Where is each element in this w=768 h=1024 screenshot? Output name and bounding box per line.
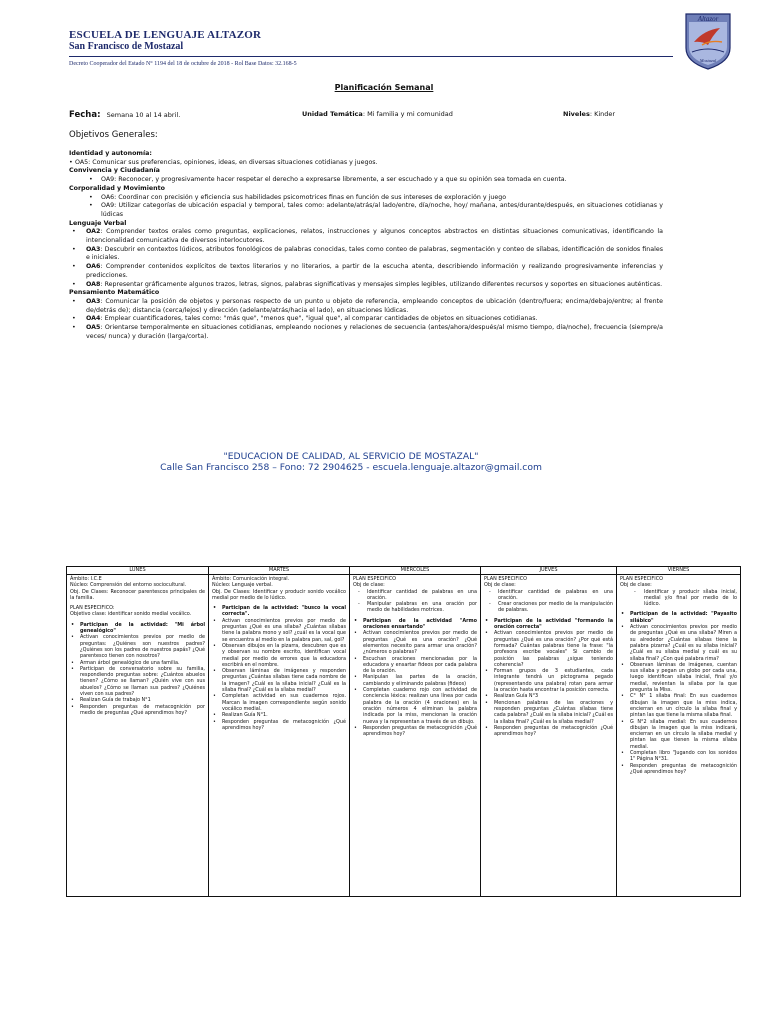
unidad-label: Unidad Temática xyxy=(302,110,363,118)
goal-item: • OA4: Emplear cuantificadores, tales como: "más que", "menos que", "igual que", al comparar cantidades de objetos en situaciones cotidianas. xyxy=(72,315,538,323)
goal-category: Convivencia y Ciudadanía xyxy=(69,167,160,175)
column-body: PLAN ESPECIFICO Obj de clase: - Identificar cantidad de palabras en una oración. - Crear oraciones por medio de la manipulación de palabras. • Participan de la actividad "formando la oración correcta" • Activan conocimientos previos por medio de preguntas ¿Qué es una oración? ¿Por qué está formada? Cuántas palabras tiene la frase: "la profesora escribe vocales" Si cambio de posición las palabras ¿sigue teniendo coherencia? • Forman grupos de 3 estudiantes, cada integrante tendrá un pictograma pegado (representando una palabra) rotan para armar la oración hasta encontrar la posición correcta. • Realizan Guía N°3 • Mencionan palabras de las oraciones y responden preguntas ¿Cuántas sílabas tiene cada palabra? ¿Cuál es la sílaba inicial? ¿Cuál es la sílaba final? ¿Cuál es la sílaba medial? • Responden preguntas de metacognición ¿Qué aprendimos hoy? xyxy=(484,576,613,738)
school-logo-icon xyxy=(684,12,732,70)
goal-item: • OA6: Comprender contenidos explícitos de textos literarios y no literarios, a partir de la escucha atenta, describiendo información y realizando progresivamente inferencias y predicciones. xyxy=(72,263,663,279)
activity-title: • Participan de la actividad "Armo oraciones ensartando" xyxy=(354,617,477,631)
column-body: PLAN ESPECIFICO Obj de clase: - Identificar cantidad de palabras en una oración. - Manipular palabras en una oración por medio de habilidades motrices. • Participan de la actividad "Armo oraciones ensartando" • Activan conocimientos previos por medio de preguntas ¿Qué es una oración? ¿Qué elementos necesito para armar una oración? ¿números o palabras? • Escuchan oraciones mencionadas por la educadora y ensartar fideos por cada palabra de la oración. • Manipulan las partes de la oración, cambiando y eliminando palabras (fideos) • Completan cuaderno rojo con actividad de conciencia léxica: realizan una línea por cada palabra de la oración (4 oraciones) en la oración números 4 eliminan la palabra indicada por la miss, mencionan la oración nueva y la representan a través de un dibujo. • Responden preguntas de metacognición ¿Qué aprendimos hoy? xyxy=(353,576,477,738)
fecha-row: Fecha: Semana 10 al 14 abril. xyxy=(69,110,181,120)
school-city: San Francisco de Mostazal xyxy=(69,41,184,52)
school-name: ESCUELA DE LENGUAJE ALTAZOR xyxy=(69,29,262,41)
goal-item: • OA3: Descubrir en contextos lúdicos, atributos fonológicos de palabras conocidas, tales como conteo de palabras, segmentación y conteo de sílabas, identificación de sonidos finales e iniciales. xyxy=(72,245,663,262)
objetivos-heading: Objetivos Generales: xyxy=(69,130,158,140)
goal-item: • OA9: Reconocer, y progresivamente hacer respetar el derecho a expresarse libremente, a ser escuchado y a que su opinión sea tomada en cuenta. xyxy=(89,176,567,184)
header-rule xyxy=(69,56,673,57)
goal-category: Corporalidad y Movimiento xyxy=(69,184,165,192)
goal-item: • OA5: Orientarse temporalmente en situaciones cotidianas, empleando nociones y relaciones de secuencia (antes/ahora/después/al mismo tiempo, día/noche), frecuencia (siempre/a veces/ nunca) y duración (larga/corta). xyxy=(72,324,663,340)
contact-line: Calle San Francisco 258 – Fono: 72 2904625 - escuela.lenguaje.altazor@gmail.com xyxy=(160,462,542,473)
column-header: MARTES xyxy=(209,567,349,575)
goals-list xyxy=(69,150,663,341)
activity-title: • Participan de la actividad: "Mi árbol genealógico" xyxy=(71,621,205,635)
niveles-row: Niveles: Kinder xyxy=(563,110,616,118)
goal-item: • OA3: Comunicar la posición de objetos y personas respecto de un punto u objeto de referencia, empleando conceptos de ubicación (dentro/fuera; encima/debajo/entre; al frente de/detrás de); distancia (cerca/lejos) y dirección (adelante/atrás/hacia el lado), en situaciones lúdicas. xyxy=(72,297,663,314)
decree-line: Decreto Cooperador del Estado N° 1194 del 18 de octubre de 2018 - Rol Base Datos: 32.168-5 xyxy=(69,61,297,67)
activity-title: • Participan de la actividad: "busco la vocal correcta". xyxy=(213,605,346,618)
goal-item: • OA5: Comunicar sus preferencias, opiniones, ideas, en diversas situaciones cotidianas y juegos. xyxy=(69,158,378,166)
goal-item: • OA8: Representar gráficamente algunos trazos, letras, signos, palabras significativas y mensajes simples legibles, utilizando diferentes recursos y soportes en situaciones auténticas. xyxy=(72,280,663,288)
logo-top-text: Altazor xyxy=(697,15,719,23)
column-viernes xyxy=(616,567,740,896)
column-header: VIERNES xyxy=(617,567,740,575)
goal-item: • OA9: Utilizar categorías de ubicación espacial y temporal, tales como: adelante/atrás/al lado/entre, día/noche, hoy/ mañana, antes/durante/después, en situaciones cotidianas y lúdicas xyxy=(89,202,663,218)
activity-title: • Participan de la actividad: "Payasito silábico" xyxy=(621,611,737,624)
niveles-value: Kinder xyxy=(594,110,616,118)
goal-item: • OA2: Comprender textos orales como preguntas, explicaciones, relatos, instrucciones y algunos conceptos abstractos en distintas situaciones comunicativas, identificando la intencionalidad comunicativa de diversos interlocutores. xyxy=(72,228,663,245)
fecha-label: Fecha xyxy=(69,110,98,120)
column-lunes xyxy=(67,567,208,896)
niveles-label: Niveles xyxy=(563,110,590,118)
logo-bottom-text: Mostazal xyxy=(699,58,717,63)
goal-category: Pensamiento Matemático xyxy=(69,289,160,297)
goal-category: Lenguaje Verbal xyxy=(69,219,127,227)
column-body: PLAN ESPECIFICO Obj de clase: - Identificar y producir sílaba inicial, medial y/o final por medio de lo lúdico. • Participan de la actividad: "Payasito silábico" • Activan conocimientos previos por medio de preguntas ¿Qué es una sílaba? Miren a su alrededor ¿Cuántas sílabas tiene la palabra pizarra? ¿Cuál es su sílaba inicial? ¿Cuál es su sílaba medial y cuál es su sílaba final? ¿Con qué palabra rima? • Observan láminas de imágenes, cuentan sus sílaba y pegan un globo por cada una, luego identifican sílaba inicial, final y/o medial, revientan la sílaba por la que pregunta la Miss. • C° N° 1 sílaba final: En sus cuadernos dibujan la imagen que la miss indica, encierran en un círculo la sílaba final y pintan las que tiene la misma sílaba final. • G N°2 sílaba medial: En sus cuadernos dibujan la imagen que la miss indicará, encierran en un círculo la sílaba medial y pintan las que tienen la misma sílaba medial. • Completan libro "Jugando con los sonidos 1" Página N°31. • Responden preguntas de metacognición ¿Qué aprendimos hoy? xyxy=(620,576,737,775)
unidad-value: Mi familia y mi comunidad xyxy=(367,110,453,118)
column-body: Ámbito: Comunicación integral. Núcleo: Lenguaje verbal. Obj. De Clases: Identificar y producir sonido vocálico medial por medio de lo lúdico. • Participan de la actividad: "busco la vocal correcta". • Activan conocimientos previos por medio de preguntas ¿Qué es una sílaba? ¿Cuántas sílabas tiene la palabra mono y sol? ¿cuál es la vocal que se encuentra al medio en la palabra pan, sal, gol? • Observan dibujos en la pizarra, descubren que es y observan su nombre escrito, identifican vocal medial por medio de errores que la educadora escribirá en el nombre. • Observan láminas de imágenes y responden preguntas ¿Cuántas sílabas tiene cada nombre de la imagen? ¿Cuál es la sílaba inicial? ¿Cuál es la sílaba final? ¿Cuál es la sílaba medial? • Completan actividad en sus cuadernos rojos. Marcan la imagen correspondiente según sonido vocálico medial. • Realizan Guía N°1. • Responden preguntas de metacognición ¿Qué aprendimos hoy? xyxy=(212,576,346,731)
fecha-value: Semana 10 al 14 abril. xyxy=(106,111,181,119)
slogan-line: "EDUCACION DE CALIDAD, AL SERVICIO DE MOSTAZAL" xyxy=(223,451,479,462)
column-header: LUNES xyxy=(67,567,208,575)
column-miercoles xyxy=(349,567,480,896)
goal-category: Identidad y autonomía: xyxy=(69,150,152,157)
page-title: Planificación Semanal xyxy=(334,83,434,92)
goal-item: • OA6: Coordinar con precisión y eficiencia sus habilidades psicomotrices finas en función de sus intereses de exploración y juego xyxy=(89,193,507,201)
unidad-row: Unidad Temática: Mi familia y mi comunidad xyxy=(302,110,453,118)
weekly-table xyxy=(66,566,741,897)
column-jueves xyxy=(480,567,616,896)
column-header: JUEVES xyxy=(481,567,616,575)
column-body: Ámbito: I.C.E Núcleo: Comprensión del entorno sociocultural. Obj. De Clases: Reconocer parentescos principales de la familia. PLAN ESPECIFICO: Objetivo clase: identificar sonido medial vocálico. • Participan de la actividad: "Mi árbol genealógico" • Activan conocimientos previos por medio de preguntas: ¿Quiénes son nuestros padres? ¿Quiénes son los padres de nuestros papás? ¿Qué parentesco tienen con nosotros? • Arman árbol genealógico de una familia. • Participan de conversatorio sobre su familia, respondiendo preguntas sobre: ¿Cuántos abuelos tienen? ¿Cómo se llaman? ¿Quién vive con sus abuelos? ¿Cómo se llaman sus padres? ¿Quiénes viven con sus padres? • Realizan Guía de trabajo N°1 • Responden preguntas de metacognición por medio de preguntas ¿Qué aprendimos hoy? xyxy=(70,576,205,716)
column-header: MIERCOLES xyxy=(350,567,480,575)
column-martes xyxy=(208,567,349,896)
activity-title: • Participan de la actividad "formando la oración correcta" xyxy=(485,617,613,631)
